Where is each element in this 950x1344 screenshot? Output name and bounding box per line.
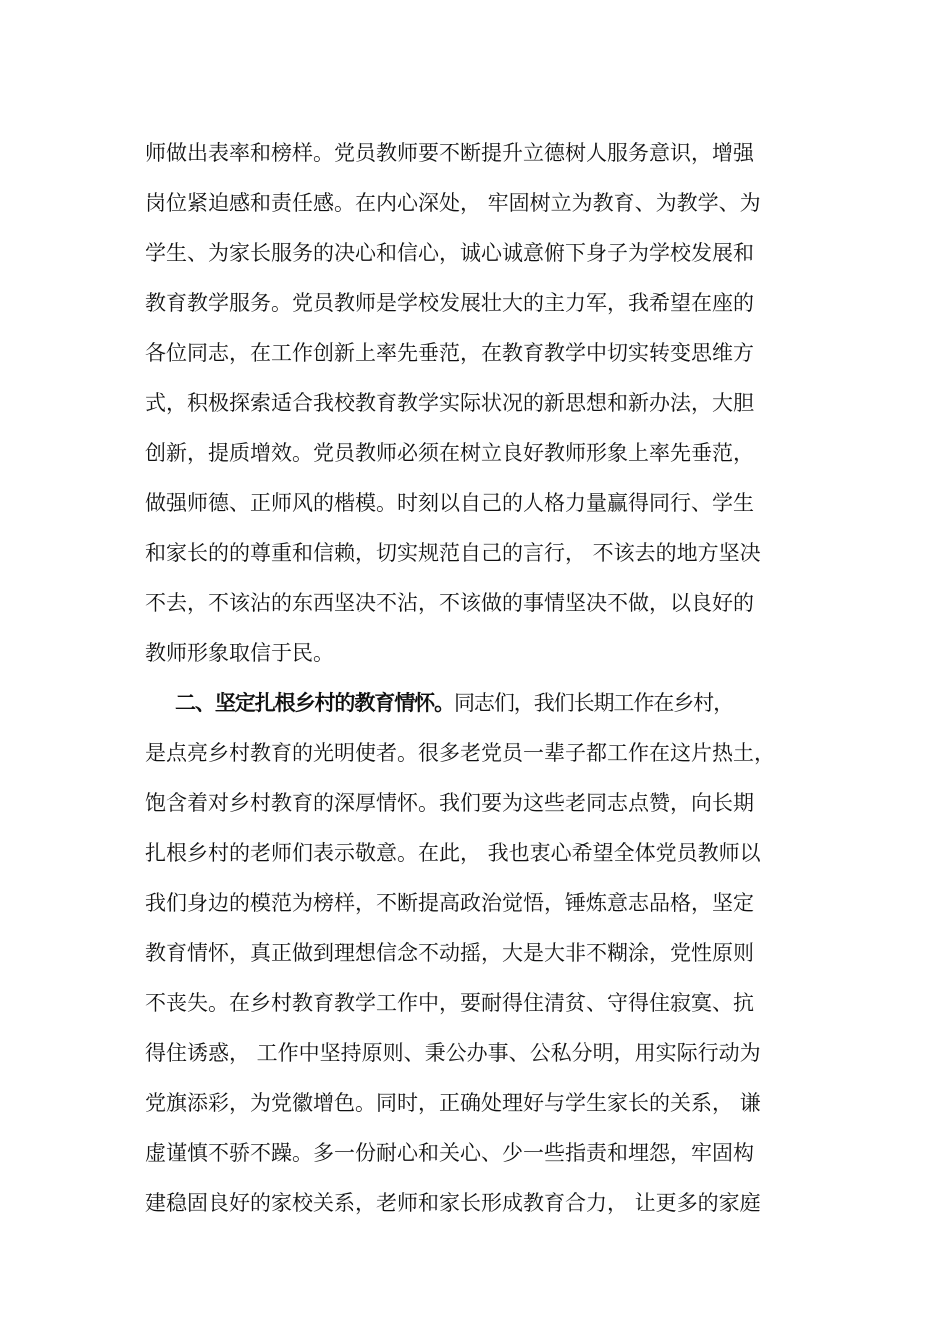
paragraph-line: 扎根乡村的老师们表示敬意。在此， 我也衷心希望全体党员教师以: [145, 841, 761, 865]
paragraph-line: 创新，提质增效。党员教师必须在树立良好教师形象上率先垂范，: [145, 441, 754, 465]
paragraph-line: 饱含着对乡村教育的深厚情怀。我们要为这些老同志点赞，向长期: [145, 791, 754, 815]
paragraph-line: 教师形象取信于民。: [145, 641, 334, 665]
section-2-heading: 二、坚定扎根乡村的教育情怀。: [175, 690, 454, 715]
paragraph-line: 师做出表率和榜样。党员教师要不断提升立德树人服务意识，增强: [145, 141, 754, 165]
paragraph-line: 虚谨慎不骄不躁。多一份耐心和关心、少一些指责和埋怨，牢固构: [145, 1141, 754, 1165]
paragraph-line: 我们身边的模范为榜样，不断提高政治觉悟，锤炼意志品格，坚定: [145, 891, 754, 915]
paragraph-line: 是点亮乡村教育的光明使者。很多老党员一辈子都工作在这片热土，: [145, 741, 775, 765]
paragraph-line: 学生、为家长服务的决心和信心，诚心诚意俯下身子为学校发展和: [145, 241, 754, 265]
paragraph-line: 做强师德、正师风的楷模。时刻以自己的人格力量赢得同行、学生: [145, 491, 754, 515]
paragraph-line: 教育教学服务。党员教师是学校发展壮大的主力军，我希望在座的: [145, 291, 754, 315]
paragraph-line: 不丧失。在乡村教育教学工作中，要耐得住清贫、守得住寂寞、抗: [145, 991, 754, 1015]
paragraph-line: 不去，不该沾的东西坚决不沾，不该做的事情坚决不做，以良好的: [145, 591, 754, 615]
paragraph-line: 和家长的的尊重和信赖，切实规范自己的言行， 不该去的地方坚决: [145, 541, 761, 565]
paragraph-line: 党旗添彩，为党徽增色。同时，正确处理好与学生家长的关系， 谦: [145, 1091, 761, 1115]
section-2-intro: 同志们，我们长期工作在乡村，: [454, 691, 733, 715]
paragraph-line: 得住诱惑， 工作中坚持原则、秉公办事、公私分明，用实际行动为: [145, 1041, 761, 1065]
paragraph-line: 建稳固良好的家校关系，老师和家长形成教育合力， 让更多的家庭: [145, 1191, 761, 1215]
paragraph-line: 教育情怀，真正做到理想信念不动摇，大是大非不糊涂，党性原则: [145, 941, 754, 965]
paragraph-line: 岗位紧迫感和责任感。在内心深处， 牢固树立为教育、为教学、为: [145, 191, 761, 215]
paragraph-line: 式，积极探索适合我校教育教学实际状况的新思想和新办法，大胆: [145, 391, 754, 415]
section-2-first-line: [175, 690, 855, 716]
paragraph-line: 各位同志，在工作创新上率先垂范，在教育教学中切实转变思维方: [145, 341, 754, 365]
